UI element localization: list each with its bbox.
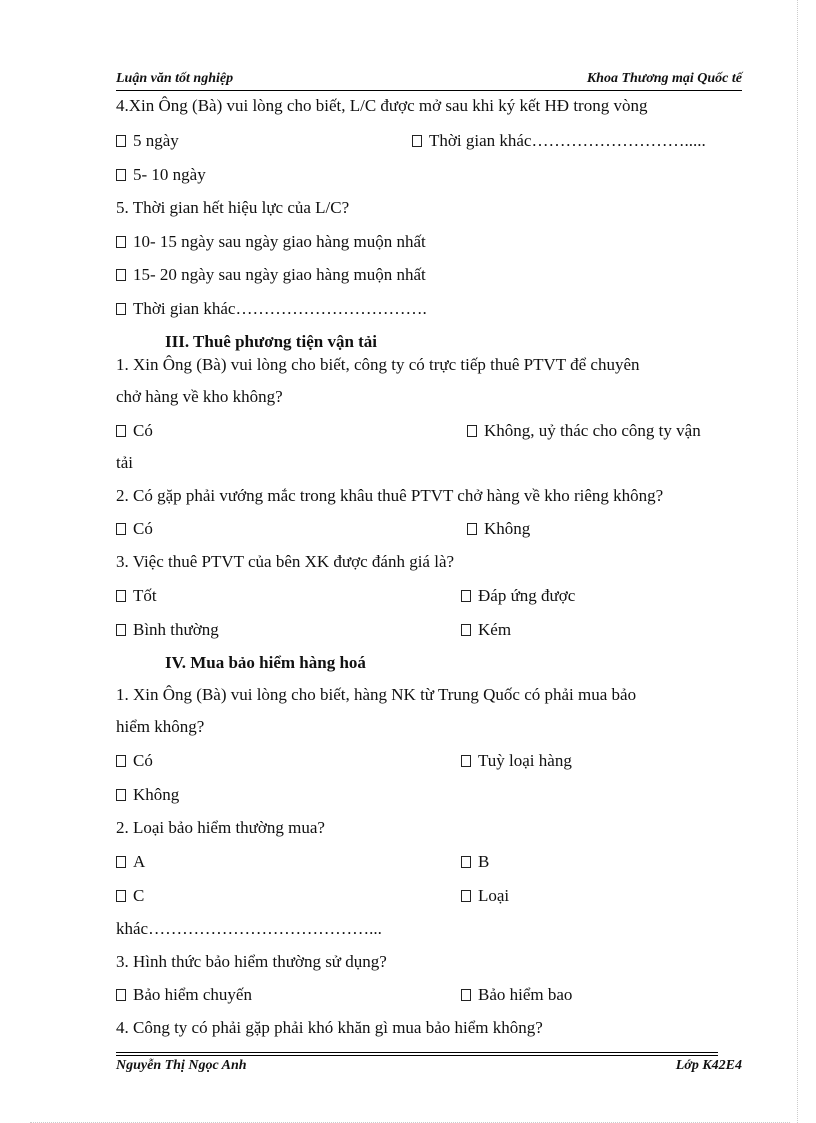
checkbox-icon[interactable]	[461, 890, 471, 902]
question-transport-problem: 2. Có gặp phải vướng mắc trong khâu thuê PTVT chở hàng về kho riêng không?	[116, 486, 664, 505]
footer-author: Nguyễn Thị Ngọc Anh	[116, 1058, 247, 1073]
question-transport-hire-line1: 1. Xin Ông (Bà) vui lòng cho biết, công ty có trực tiếp thuê PTVT để chuyên	[116, 355, 640, 374]
checkbox-icon[interactable]	[116, 755, 126, 767]
section-insurance-title: IV. Mua bảo hiểm hàng hoá	[165, 653, 366, 672]
section-transport-title: III. Thuê phương tiện vận tải	[165, 332, 378, 351]
checkbox-icon[interactable]	[412, 135, 422, 147]
footer-rule	[116, 1055, 718, 1056]
option-type-other-wrap: khác…………………………………...	[116, 919, 382, 938]
checkbox-icon[interactable]	[116, 135, 126, 147]
option-transport-yes[interactable]: Có	[116, 421, 153, 441]
footer-class: Lớp K42E4	[675, 1058, 742, 1073]
checkbox-icon[interactable]	[116, 425, 126, 437]
option-insurance-no[interactable]: Không	[116, 785, 179, 805]
option-rating-normal[interactable]: Bình thường	[116, 620, 219, 640]
header-rule	[116, 90, 742, 91]
option-expiry-other[interactable]: Thời gian khác…………………………….	[116, 299, 427, 319]
page-border-dotted	[797, 0, 798, 1123]
option-rating-poor[interactable]: Kém	[461, 620, 511, 640]
checkbox-icon[interactable]	[116, 856, 126, 868]
option-rating-good[interactable]: Tốt	[116, 586, 157, 606]
checkbox-icon[interactable]	[467, 425, 477, 437]
checkbox-icon[interactable]	[461, 856, 471, 868]
checkbox-icon[interactable]	[116, 989, 126, 1001]
option-10-15-days[interactable]: 10- 15 ngày sau ngày giao hàng muộn nhất	[116, 232, 426, 252]
page-footer	[116, 1058, 742, 1078]
header-faculty: Khoa Thương mại Quốc tế	[586, 71, 742, 86]
question-insurance-line2: hiểm không?	[116, 717, 205, 736]
question-insurance-form: 3. Hình thức bảo hiểm thường sử dụng?	[116, 952, 387, 971]
checkbox-icon[interactable]	[116, 624, 126, 636]
checkbox-icon[interactable]	[461, 590, 471, 602]
checkbox-icon[interactable]	[116, 236, 126, 248]
option-type-other[interactable]: Loại	[461, 886, 509, 906]
footer-rule	[116, 1052, 718, 1053]
option-type-b[interactable]: B	[461, 852, 489, 872]
checkbox-icon[interactable]	[116, 789, 126, 801]
checkbox-icon[interactable]	[116, 169, 126, 181]
checkbox-icon[interactable]	[116, 523, 126, 535]
question-insurance-line1: 1. Xin Ông (Bà) vui lòng cho biết, hàng NK từ Trung Quốc có phải mua bảo	[116, 685, 637, 704]
option-5-10-days[interactable]: 5- 10 ngày	[116, 165, 206, 185]
page-header	[116, 69, 742, 89]
option-form-voyage[interactable]: Bảo hiểm chuyến	[116, 985, 252, 1005]
option-insurance-depends[interactable]: Tuỳ loại hàng	[461, 751, 572, 771]
question-insurance-difficulty: 4. Công ty có phải gặp phải khó khăn gì mua bảo hiểm không?	[116, 1018, 543, 1037]
question-transport-hire-line2: chở hàng về kho không?	[116, 387, 283, 406]
option-problem-no[interactable]: Không	[467, 519, 530, 539]
checkbox-icon[interactable]	[116, 890, 126, 902]
option-form-open-cover[interactable]: Bảo hiểm bao	[461, 985, 572, 1005]
checkbox-icon[interactable]	[461, 755, 471, 767]
checkbox-icon[interactable]	[116, 590, 126, 602]
option-transport-entrust[interactable]: Không, uỷ thác cho công ty vận	[467, 421, 701, 441]
option-15-20-days[interactable]: 15- 20 ngày sau ngày giao hàng muộn nhất	[116, 265, 426, 285]
checkbox-icon[interactable]	[116, 269, 126, 281]
checkbox-icon[interactable]	[461, 989, 471, 1001]
checkbox-icon[interactable]	[461, 624, 471, 636]
question-lc-opening: 4.Xin Ông (Bà) vui lòng cho biết, L/C được mở sau khi ký kết HĐ trong vòng	[116, 96, 648, 115]
checkbox-icon[interactable]	[116, 303, 126, 315]
option-type-c[interactable]: C	[116, 886, 144, 906]
option-insurance-yes[interactable]: Có	[116, 751, 153, 771]
question-lc-expiry: 5. Thời gian hết hiệu lực của L/C?	[116, 198, 350, 217]
option-other-time[interactable]: Thời gian khác……………………….....	[412, 131, 706, 151]
option-type-a[interactable]: A	[116, 852, 145, 872]
checkbox-icon[interactable]	[467, 523, 477, 535]
header-thesis-title: Luận văn tốt nghiệp	[116, 71, 234, 86]
question-exporter-rating: 3. Việc thuê PTVT của bên XK được đánh giá là?	[116, 552, 455, 571]
option-transport-entrust-wrap: tải	[116, 453, 133, 472]
option-rating-adequate[interactable]: Đáp ứng được	[461, 586, 575, 606]
option-problem-yes[interactable]: Có	[116, 519, 153, 539]
question-insurance-type: 2. Loại bảo hiểm thường mua?	[116, 818, 325, 837]
option-5-days[interactable]: 5 ngày	[116, 131, 179, 151]
